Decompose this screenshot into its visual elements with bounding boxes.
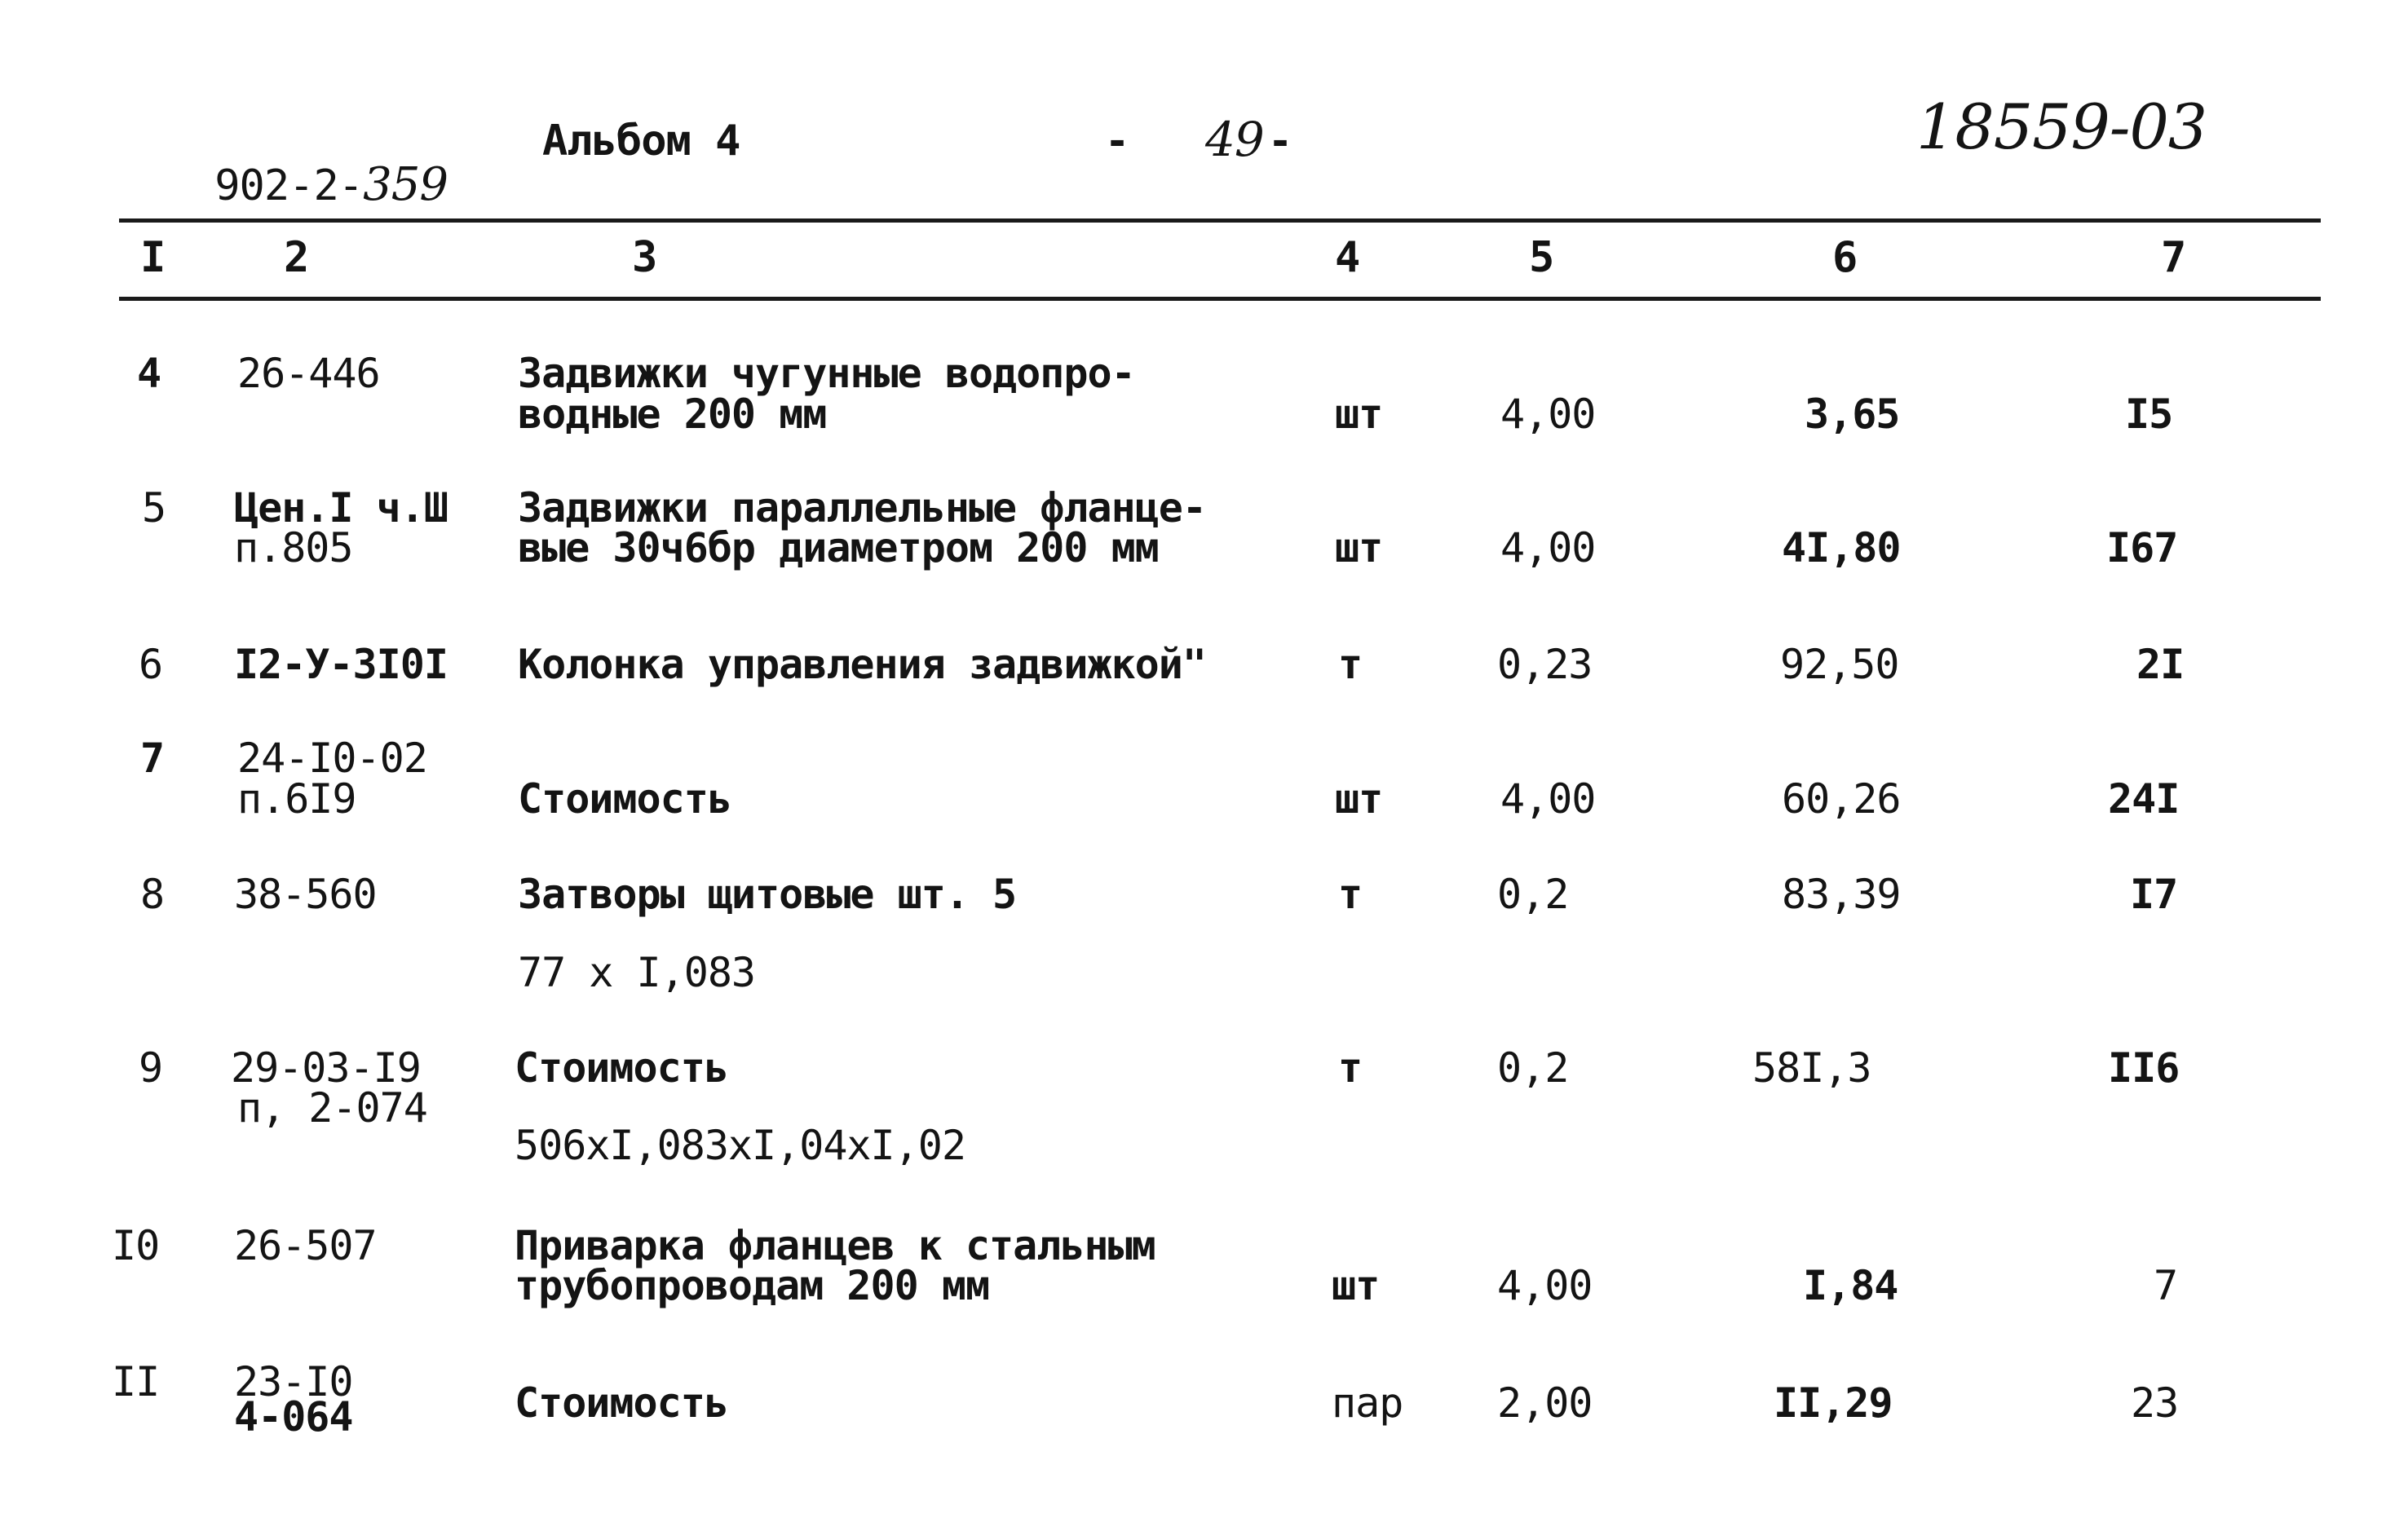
row-unit: шт: [1335, 391, 1383, 438]
doc-number: [116, 121, 448, 249]
row-unit: т: [1338, 871, 1363, 918]
row-quantity: 0,2: [1497, 871, 1569, 918]
doc-number-handwritten: 359: [363, 158, 448, 211]
row-description: водные 200 мм: [518, 391, 827, 438]
row-number: 7: [140, 735, 165, 782]
row-number: I0: [112, 1222, 160, 1269]
row-price: 92,50: [1780, 641, 1899, 688]
row-code: 29-03-I9: [231, 1044, 421, 1092]
row-total: 2I: [2136, 641, 2185, 688]
table-top-rule: [119, 218, 2321, 223]
row-price: 60,26: [1782, 775, 1901, 823]
row-number: 6: [139, 641, 163, 688]
archive-code: 18559-03: [1916, 90, 2207, 163]
row-number: 5: [142, 484, 166, 532]
row-description: 506хI,083хI,04хI,02: [515, 1122, 965, 1169]
row-number: 9: [139, 1044, 163, 1092]
row-total: 24I: [2108, 775, 2180, 823]
row-quantity: 0,23: [1497, 641, 1593, 688]
page-number: 49: [1205, 112, 1264, 167]
row-unit: шт: [1335, 775, 1383, 823]
row-description: 77 х I,083: [518, 949, 756, 996]
doc-number-printed: 902-2-: [214, 161, 364, 210]
page-dash-right: -: [1268, 117, 1292, 165]
row-quantity: 2,00: [1497, 1379, 1593, 1427]
row-description: Задвижки чугунные водопро-: [518, 350, 1135, 397]
row-price: II,29: [1774, 1379, 1893, 1427]
row-quantity: 4,00: [1500, 391, 1596, 438]
row-code: п, 2-074: [237, 1084, 427, 1132]
row-description: Приварка фланцев к стальным: [515, 1222, 1155, 1269]
row-description: трубопроводам 200 мм: [515, 1262, 990, 1309]
album-label: Альбом 4: [542, 117, 740, 165]
row-code: 26-507: [234, 1222, 377, 1269]
row-unit: пар: [1332, 1379, 1403, 1427]
row-unit: шт: [1335, 524, 1383, 571]
row-price: I,84: [1803, 1262, 1898, 1309]
row-quantity: 4,00: [1500, 775, 1596, 823]
row-code: 24-I0-02: [237, 735, 427, 782]
column-header-5: 5: [1529, 233, 1554, 282]
row-unit: т: [1338, 641, 1363, 688]
row-unit: т: [1338, 1044, 1363, 1092]
row-quantity: 4,00: [1497, 1262, 1593, 1309]
column-header-4: 4: [1335, 233, 1360, 282]
row-total: I5: [2125, 391, 2173, 438]
row-total: II6: [2108, 1044, 2180, 1092]
column-header-1: I: [140, 233, 166, 282]
row-price: 3,65: [1805, 391, 1900, 438]
row-code: Цен.I ч.Ш: [234, 484, 448, 532]
row-quantity: 0,2: [1497, 1044, 1569, 1092]
row-code: 23-I0: [234, 1358, 353, 1405]
column-header-6: 6: [1832, 233, 1858, 282]
row-unit: шт: [1332, 1262, 1380, 1309]
row-number: 4: [137, 350, 161, 397]
row-description: Стоимость: [515, 1379, 728, 1427]
column-header-7: 7: [2161, 233, 2186, 282]
row-price: 4I,80: [1782, 524, 1901, 571]
page-dash-left: -: [1105, 117, 1129, 165]
row-description: Стоимость: [518, 775, 731, 823]
row-code: 4-064: [234, 1393, 353, 1441]
row-price: 58I,3: [1752, 1044, 1871, 1092]
column-header-3: 3: [632, 233, 657, 282]
row-total: 7: [2154, 1262, 2178, 1309]
row-total: I67: [2106, 524, 2178, 571]
row-code: п.6I9: [237, 775, 356, 823]
row-code: I2-У-3I0I: [234, 641, 448, 688]
row-code: п.805: [234, 524, 353, 571]
row-price: 83,39: [1782, 871, 1901, 918]
row-number: II: [112, 1358, 160, 1405]
row-number: 8: [140, 871, 165, 918]
row-description: Колонка управления задвижкой": [518, 641, 1206, 688]
row-total: 23: [2131, 1379, 2179, 1427]
row-quantity: 4,00: [1500, 524, 1596, 571]
row-total: I7: [2130, 871, 2178, 918]
row-description: вые 30ч6бр диаметром 200 мм: [518, 524, 1159, 571]
row-description: Задвижки параллельные фланце-: [518, 484, 1206, 532]
row-code: 38-560: [234, 871, 377, 918]
row-code: 26-446: [237, 350, 380, 397]
column-header-2: 2: [284, 233, 309, 282]
row-description: Затворы щитовые шт. 5: [518, 871, 1017, 918]
row-description: Стоимость: [515, 1044, 728, 1092]
table-header-rule: [119, 297, 2321, 301]
